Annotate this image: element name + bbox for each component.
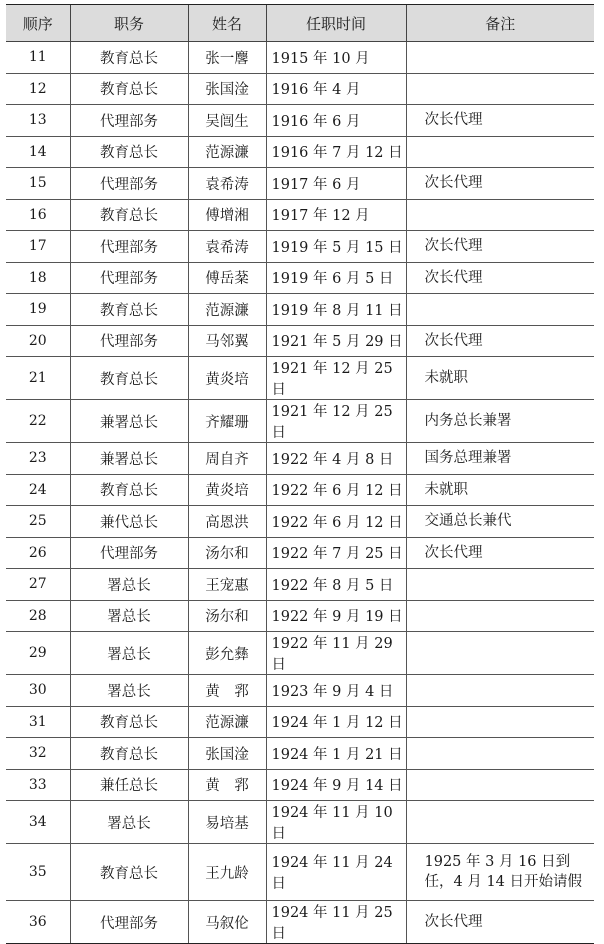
cell-position: 教育总长 xyxy=(70,294,188,326)
cell-position: 署总长 xyxy=(70,675,188,707)
cell-seq: 27 xyxy=(6,569,70,601)
cell-name: 马叙伦 xyxy=(188,901,266,944)
cell-note: 次长代理 xyxy=(406,168,594,200)
table-row xyxy=(6,199,594,231)
cell-time: 1922 年 11 月 29 日 xyxy=(266,632,406,675)
cell-seq: 18 xyxy=(6,262,70,294)
cell-position: 署总长 xyxy=(70,632,188,675)
header-row xyxy=(6,5,594,42)
cell-seq: 33 xyxy=(6,769,70,801)
header-note: 备注 xyxy=(406,5,594,42)
cell-name: 王宠惠 xyxy=(188,569,266,601)
cell-position: 代理部务 xyxy=(70,262,188,294)
cell-name: 黄 郛 xyxy=(188,769,266,801)
cell-position: 署总长 xyxy=(70,801,188,844)
cell-seq: 11 xyxy=(6,42,70,74)
cell-time: 1922 年 8 月 5 日 xyxy=(266,569,406,601)
cell-seq: 22 xyxy=(6,400,70,443)
table-row xyxy=(6,569,594,601)
table-row xyxy=(6,262,594,294)
cell-time: 1917 年 6 月 xyxy=(266,168,406,200)
table-row xyxy=(6,168,594,200)
cell-name: 袁希涛 xyxy=(188,231,266,263)
cell-time: 1921 年 12 月 25 日 xyxy=(266,400,406,443)
cell-note xyxy=(406,801,594,844)
table-row xyxy=(6,769,594,801)
table-row xyxy=(6,294,594,326)
cell-seq: 21 xyxy=(6,357,70,400)
cell-time: 1924 年 11 月 24 日 xyxy=(266,844,406,901)
cell-name: 彭允彝 xyxy=(188,632,266,675)
cell-note: 次长代理 xyxy=(406,262,594,294)
cell-seq: 35 xyxy=(6,844,70,901)
cell-position: 兼代总长 xyxy=(70,506,188,538)
cell-time: 1922 年 6 月 12 日 xyxy=(266,506,406,538)
cell-position: 教育总长 xyxy=(70,706,188,738)
cell-note xyxy=(406,199,594,231)
cell-time: 1924 年 11 月 10 日 xyxy=(266,801,406,844)
cell-note: 次长代理 xyxy=(406,537,594,569)
cell-note: 次长代理 xyxy=(406,231,594,263)
table-row xyxy=(6,443,594,475)
cell-time: 1917 年 12 月 xyxy=(266,199,406,231)
cell-seq: 12 xyxy=(6,73,70,105)
cell-position: 署总长 xyxy=(70,569,188,601)
cell-position: 教育总长 xyxy=(70,474,188,506)
cell-note: 次长代理 xyxy=(406,325,594,357)
cell-name: 傅岳棻 xyxy=(188,262,266,294)
cell-time: 1916 年 7 月 12 日 xyxy=(266,136,406,168)
cell-name: 黄炎培 xyxy=(188,357,266,400)
cell-seq: 32 xyxy=(6,738,70,770)
cell-position: 教育总长 xyxy=(70,136,188,168)
table-row xyxy=(6,325,594,357)
cell-time: 1922 年 6 月 12 日 xyxy=(266,474,406,506)
cell-position: 教育总长 xyxy=(70,357,188,400)
cell-position: 代理部务 xyxy=(70,231,188,263)
cell-position: 教育总长 xyxy=(70,73,188,105)
minister-table xyxy=(6,4,594,944)
cell-position: 代理部务 xyxy=(70,105,188,137)
cell-name: 王九龄 xyxy=(188,844,266,901)
cell-seq: 19 xyxy=(6,294,70,326)
cell-seq: 31 xyxy=(6,706,70,738)
cell-position: 兼署总长 xyxy=(70,400,188,443)
cell-note: 未就职 xyxy=(406,474,594,506)
cell-position: 教育总长 xyxy=(70,42,188,74)
table-row xyxy=(6,844,594,901)
cell-name: 黄 郛 xyxy=(188,675,266,707)
cell-name: 袁希涛 xyxy=(188,168,266,200)
cell-note xyxy=(406,42,594,74)
cell-seq: 23 xyxy=(6,443,70,475)
table-row xyxy=(6,42,594,74)
cell-time: 1924 年 1 月 12 日 xyxy=(266,706,406,738)
table-row xyxy=(6,474,594,506)
header-time: 任职时间 xyxy=(266,5,406,42)
cell-seq: 20 xyxy=(6,325,70,357)
table-row xyxy=(6,801,594,844)
cell-position: 兼署总长 xyxy=(70,443,188,475)
table-body xyxy=(6,42,594,944)
cell-time: 1924 年 11 月 25 日 xyxy=(266,901,406,944)
cell-time: 1919 年 5 月 15 日 xyxy=(266,231,406,263)
cell-name: 吴闿生 xyxy=(188,105,266,137)
header-name: 姓名 xyxy=(188,5,266,42)
cell-note: 次长代理 xyxy=(406,901,594,944)
cell-time: 1922 年 9 月 19 日 xyxy=(266,600,406,632)
cell-name: 周自齐 xyxy=(188,443,266,475)
cell-seq: 17 xyxy=(6,231,70,263)
table-row xyxy=(6,632,594,675)
cell-seq: 29 xyxy=(6,632,70,675)
cell-seq: 28 xyxy=(6,600,70,632)
table-row xyxy=(6,675,594,707)
cell-name: 易培基 xyxy=(188,801,266,844)
table-row xyxy=(6,357,594,400)
cell-name: 张国淦 xyxy=(188,73,266,105)
table-row xyxy=(6,506,594,538)
cell-position: 教育总长 xyxy=(70,844,188,901)
cell-position: 代理部务 xyxy=(70,537,188,569)
cell-note xyxy=(406,294,594,326)
table-row xyxy=(6,706,594,738)
cell-note: 内务总长兼署 xyxy=(406,400,594,443)
cell-time: 1924 年 9 月 14 日 xyxy=(266,769,406,801)
cell-name: 齐耀珊 xyxy=(188,400,266,443)
cell-name: 汤尔和 xyxy=(188,600,266,632)
table-row xyxy=(6,738,594,770)
cell-position: 教育总长 xyxy=(70,199,188,231)
table-row xyxy=(6,73,594,105)
cell-seq: 13 xyxy=(6,105,70,137)
header-position: 职务 xyxy=(70,5,188,42)
cell-note xyxy=(406,569,594,601)
cell-time: 1922 年 4 月 8 日 xyxy=(266,443,406,475)
cell-time: 1921 年 5 月 29 日 xyxy=(266,325,406,357)
table-row xyxy=(6,537,594,569)
cell-note: 国务总理兼署 xyxy=(406,443,594,475)
cell-note: 1925 年 3 月 16 日到任，4 月 14 日开始请假 xyxy=(406,844,594,901)
table-row xyxy=(6,901,594,944)
cell-seq: 36 xyxy=(6,901,70,944)
cell-position: 兼任总长 xyxy=(70,769,188,801)
cell-name: 范源濂 xyxy=(188,136,266,168)
cell-time: 1915 年 10 月 xyxy=(266,42,406,74)
cell-name: 范源濂 xyxy=(188,294,266,326)
cell-seq: 30 xyxy=(6,675,70,707)
cell-name: 张国淦 xyxy=(188,738,266,770)
cell-note xyxy=(406,136,594,168)
cell-name: 高恩洪 xyxy=(188,506,266,538)
cell-time: 1919 年 8 月 11 日 xyxy=(266,294,406,326)
cell-position: 代理部务 xyxy=(70,325,188,357)
table-row xyxy=(6,600,594,632)
cell-seq: 16 xyxy=(6,199,70,231)
cell-position: 代理部务 xyxy=(70,168,188,200)
cell-note xyxy=(406,73,594,105)
cell-name: 范源濂 xyxy=(188,706,266,738)
cell-time: 1916 年 6 月 xyxy=(266,105,406,137)
cell-note: 未就职 xyxy=(406,357,594,400)
header-seq: 顺序 xyxy=(6,5,70,42)
cell-name: 黄炎培 xyxy=(188,474,266,506)
cell-seq: 25 xyxy=(6,506,70,538)
cell-time: 1916 年 4 月 xyxy=(266,73,406,105)
cell-note xyxy=(406,675,594,707)
cell-note xyxy=(406,632,594,675)
cell-note xyxy=(406,769,594,801)
cell-seq: 15 xyxy=(6,168,70,200)
cell-note: 次长代理 xyxy=(406,105,594,137)
cell-time: 1924 年 1 月 21 日 xyxy=(266,738,406,770)
cell-name: 马邻翼 xyxy=(188,325,266,357)
cell-seq: 26 xyxy=(6,537,70,569)
cell-note xyxy=(406,600,594,632)
cell-note xyxy=(406,738,594,770)
cell-position: 署总长 xyxy=(70,600,188,632)
cell-time: 1923 年 9 月 4 日 xyxy=(266,675,406,707)
cell-note: 交通总长兼代 xyxy=(406,506,594,538)
cell-time: 1921 年 12 月 25 日 xyxy=(266,357,406,400)
cell-position: 教育总长 xyxy=(70,738,188,770)
cell-name: 张一麐 xyxy=(188,42,266,74)
cell-name: 傅增湘 xyxy=(188,199,266,231)
cell-seq: 34 xyxy=(6,801,70,844)
table-row xyxy=(6,105,594,137)
cell-position: 代理部务 xyxy=(70,901,188,944)
table-row xyxy=(6,231,594,263)
cell-time: 1922 年 7 月 25 日 xyxy=(266,537,406,569)
cell-time: 1919 年 6 月 5 日 xyxy=(266,262,406,294)
cell-note xyxy=(406,706,594,738)
table-header xyxy=(6,5,594,42)
table-row xyxy=(6,136,594,168)
cell-seq: 14 xyxy=(6,136,70,168)
cell-seq: 24 xyxy=(6,474,70,506)
table-row xyxy=(6,400,594,443)
cell-name: 汤尔和 xyxy=(188,537,266,569)
